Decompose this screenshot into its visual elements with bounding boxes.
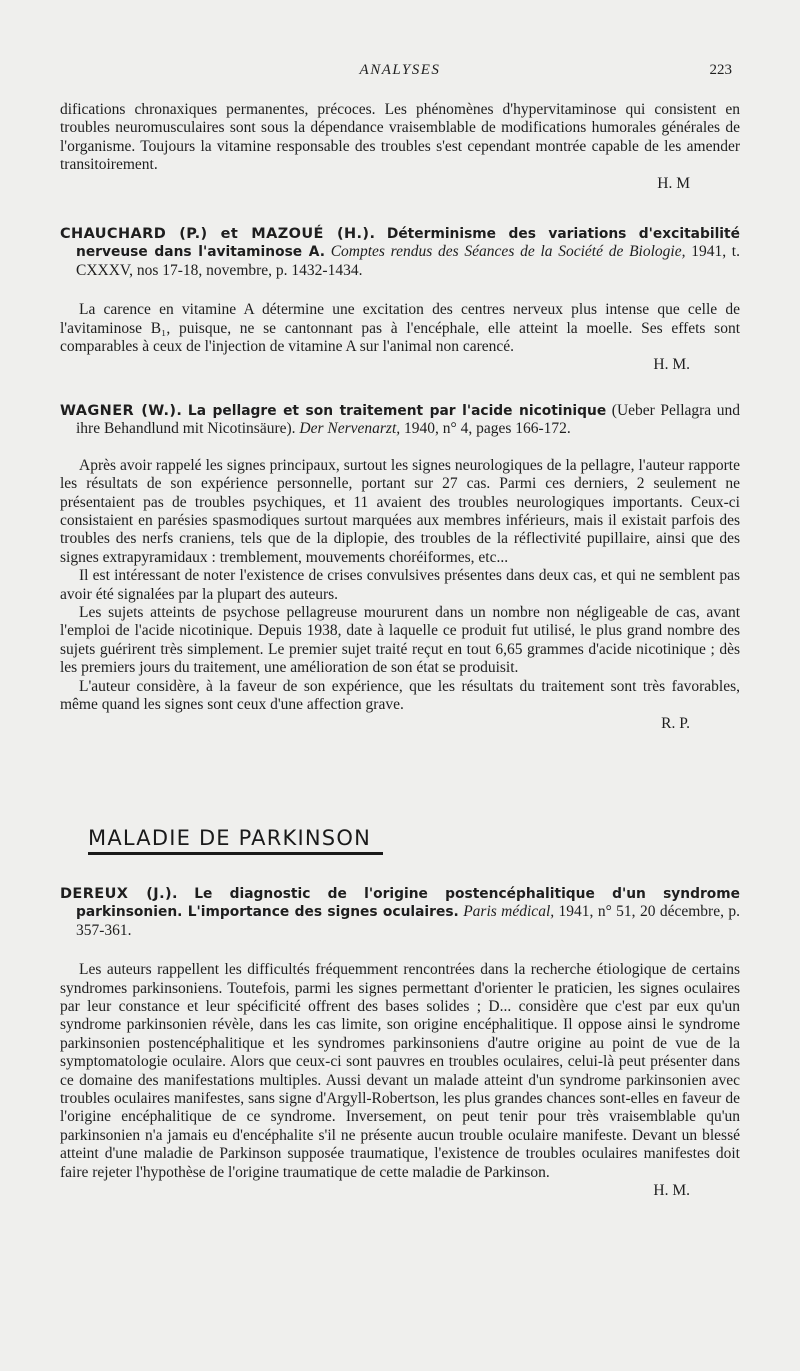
- section-heading: [88, 826, 388, 855]
- entry-authors: WAGNER (W.).: [60, 403, 183, 419]
- abstract-entry-wagner: [60, 402, 740, 733]
- abstract-entry-chauchard: [60, 225, 740, 375]
- running-title: ANALYSES: [359, 62, 441, 78]
- paragraph: Il est intéressant de noter l'existence de crises convulsives présentes dans deux cas, et qui ne semblent pas avoir été signalées par la plupart des auteurs.: [60, 567, 740, 603]
- paragraph: Après avoir rappelé les signes principaux, surtout les signes neurologiques de la pellagre, l'auteur rapporte les résultats de son expérience personnelle, portant sur 27 cas. Parmi ces derniers, 2 seulement ne présentaient pas de troubles psychiques, et 11 avaient des troubles neurologiques importants. Ceux-ci consistaient en parésies spasmodiques surtout marquées aux membres inférieurs, mais il existait parfois des troubles des nerfs craniens, tels que de la diplopie, des troubles de la réflectivité pupillaire, ainsi que des signes extrapyramidaux : tremblement, mouvements choréiformes, etc...: [60, 456, 740, 566]
- signature: H. M.: [653, 356, 690, 374]
- entry-authors: CHAUCHARD (P.) et MAZOUÉ (H.).: [60, 226, 376, 242]
- entry-authors: DEREUX (J.).: [60, 886, 178, 902]
- signature: R. P.: [661, 714, 690, 732]
- entry-source-details: 1941, n° 51, 20 décembre, p. 357-361.: [76, 903, 740, 939]
- paragraph: L'auteur considère, à la faveur de son expérience, que les résultats du traitement sont très favorables, même quand les signes sont ceux d'une affection grave.: [60, 677, 740, 714]
- paragraph: difications chronaxiques permanentes, précoces. Les phénomènes d'hypervitaminose qui consistent en troubles neuromusculaires sont sous la dépendance vraisemblable de modifications humorales générales de l'organisme. Toujours la vitamine responsable des troubles s'est cependant montrée capable de les amender transitoirement.: [60, 101, 740, 174]
- section-title: MALADIE DE PARKINSON: [88, 826, 371, 850]
- bibliographic-reference: [60, 225, 740, 280]
- entry-source: Paris médical,: [463, 903, 555, 921]
- entry-source-details: 1941, t. CXXXV, nos 17-18, novembre, p. 1432-1434.: [76, 243, 740, 279]
- entry-source-details: 1940, n° 4, pages 166-172.: [404, 420, 571, 438]
- signature: H. M.: [653, 1182, 690, 1200]
- entry-title-translation: (Ueber Pellagra und ihre Behandlund mit Nicotinsäure).: [76, 402, 741, 438]
- bibliographic-reference: [60, 885, 740, 940]
- entry-source: Der Nervenarzt,: [299, 420, 401, 438]
- signature: H. M: [657, 174, 690, 192]
- paragraph: Les sujets atteints de psychose pellagreuse moururent dans un nombre non négligeable de cas, avant l'emploi de l'acide nicotinique. Depuis 1938, date à laquelle ce produit fut utilisé, le plus grand nombre des sujets guérirent très simplement. Le premier sujet traité reçut en tout 6,65 grammes d'acide nicotinique ; dès les premiers jours du traitement, une amélioration de son état se produisit.: [60, 604, 740, 677]
- entry-title: Le diagnostic de l'origine postencéphalitique d'un syndrome parkinsonien. L'importance des signes oculaires.: [76, 886, 740, 921]
- paragraph: Les auteurs rappellent les difficultés fréquemment rencontrées dans la recherche étiologique de certains syndromes parkinsoniens. Toutefois, parmi les signes permettant d'orienter le praticien, les signes oculaires par leur constance et leur spécificité offrent des bases solides ; D... considère que c'est par eux qu'un syndrome parkinsonien révèle, dans les cas limite, son origine encéphalitique. Il oppose ainsi le syndrome parkinsonien postencéphalitique et les syndromes parkinsoniens d'autre origine au point de vue de la symptomatologie oculaire. Alors que ceux-ci sont pauvres en troubles oculaires, celui-là peut présenter dans ce domaine des manifestations multiples. Aussi devant un malade atteint d'un syndrome parkinsonien avec troubles oculaires manifestes, sans signe d'Argyll-Robertson, les plus grandes chances sont-elles en faveur de l'origine encéphalitique de ce syndrome. Inversement, on peut tenir pour très vraisemblable qu'un parkinsonien n'a jamais eu d'encéphalite s'il ne présente aucun trouble oculaire manifeste. Devant un blessé atteint d'une maladie de Parkinson supposée traumatique, l'existence de troubles oculaires manifestes doit faire rejeter l'hypothèse de l'origine traumatique de cette maladie de Parkinson.: [60, 961, 740, 1181]
- running-header: [60, 62, 740, 84]
- abstract-continuation: [60, 101, 740, 193]
- paragraph: La carence en vitamine A détermine une excitation des centres nerveux plus intense que celle de l'avitaminose B₁, puisque, ne se cantonnant pas à l'encéphale, elle atteint la moelle. Ses effets sont comparables à ceux de l'injection de vitamine A sur l'animal non carencé.: [60, 301, 740, 356]
- entry-source: Comptes rendus des Séances de la Société de Biologie,: [330, 243, 686, 261]
- bibliographic-reference: [60, 402, 740, 439]
- section-underline: [88, 852, 383, 855]
- entry-title: Déterminisme des variations d'excitabilité nerveuse dans l'avitaminose A.: [76, 226, 740, 261]
- entry-title: La pellagre et son traitement par l'acide nicotinique: [187, 403, 607, 419]
- abstract-entry-dereux: [60, 885, 740, 1201]
- page-number: 223: [709, 62, 732, 78]
